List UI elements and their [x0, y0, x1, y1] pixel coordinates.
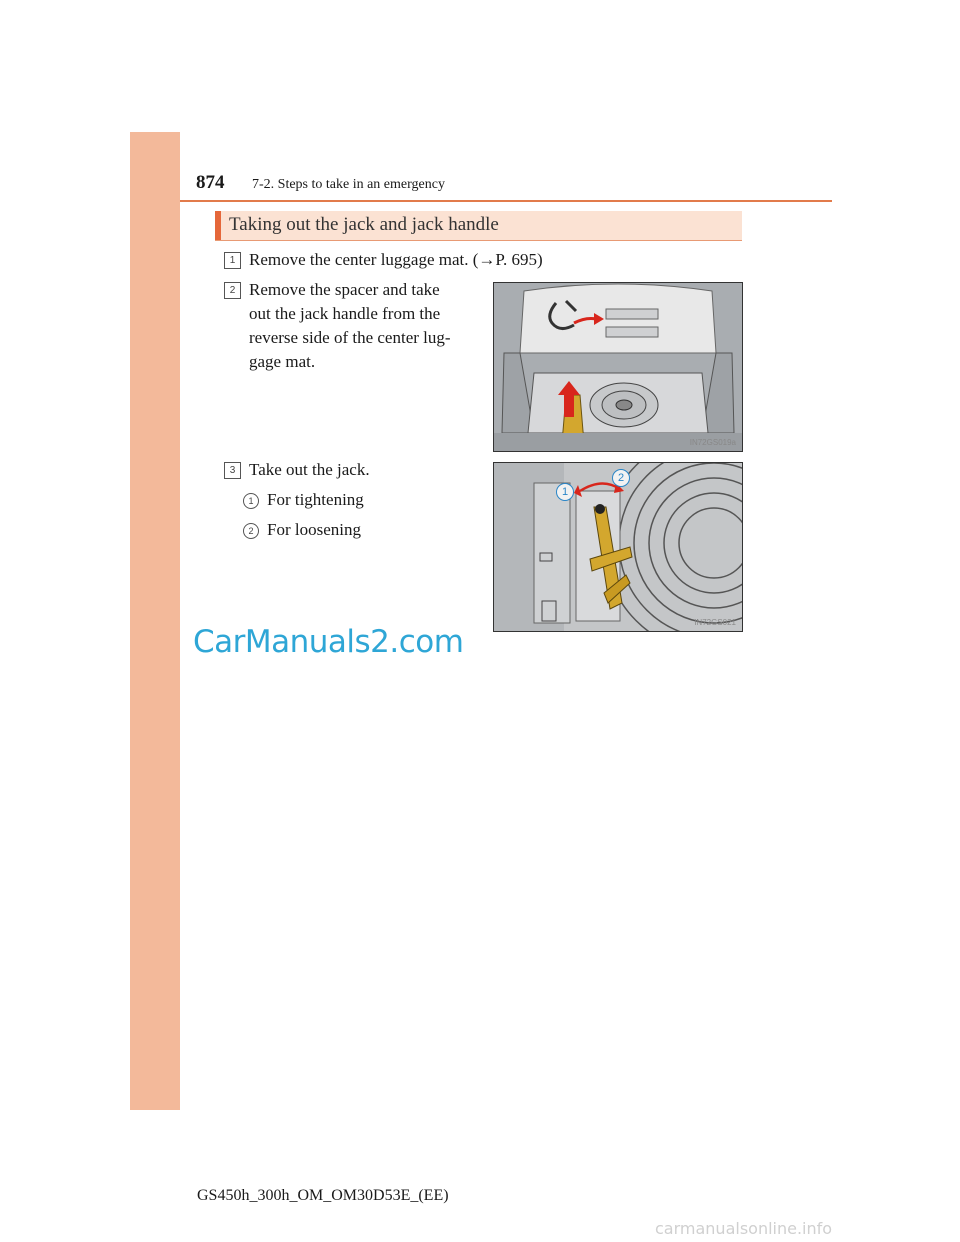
section-accent — [215, 211, 221, 241]
jack-illustration — [494, 463, 742, 631]
step-number-2: 2 — [224, 282, 241, 299]
substep-text-1: For tightening — [267, 490, 364, 509]
section-title: Taking out the jack and jack handle — [229, 214, 499, 235]
step-text-2 — [249, 278, 479, 374]
trunk-illustration — [494, 283, 742, 451]
footer-code: GS450h_300h_OM_OM30D53E_(EE) — [197, 1187, 449, 1204]
step-text-2-line: Remove the spacer and take — [249, 280, 440, 299]
figure-code-2: IN72GS021 — [694, 618, 736, 627]
step-text-2-line: reverse side of the center lug- — [249, 328, 451, 347]
watermark-logo[interactable]: CarManuals2.com — [193, 624, 464, 660]
figure-callout-1: 1 — [556, 483, 574, 501]
step-number-3: 3 — [224, 462, 241, 479]
step-text-3: Take out the jack. — [249, 460, 370, 479]
header-rule — [180, 200, 832, 202]
step-text-2-line: out the jack handle from the — [249, 304, 441, 323]
step-text-2-line: gage mat. — [249, 352, 316, 371]
chapter-title: 7-2. Steps to take in an emergency — [252, 177, 445, 192]
figure-jack — [493, 462, 743, 632]
bottom-watermark[interactable]: carmanualsonline.info — [655, 1219, 833, 1238]
substep-number-1: 1 — [243, 493, 259, 509]
figure-trunk-spacer — [493, 282, 743, 452]
chapter-side-tab — [130, 132, 180, 1110]
substep-number-2: 2 — [243, 523, 259, 539]
figure-callout-2: 2 — [612, 469, 630, 487]
page-number: 874 — [196, 172, 225, 193]
substep-text-2: For loosening — [267, 520, 361, 539]
step-text-1: Remove the center luggage mat. (→P. 695) — [249, 250, 543, 269]
section-heading — [215, 211, 742, 241]
figure-code-1: IN72GS019a — [689, 438, 736, 447]
section-underline — [215, 240, 742, 241]
step-number-1: 1 — [224, 252, 241, 269]
